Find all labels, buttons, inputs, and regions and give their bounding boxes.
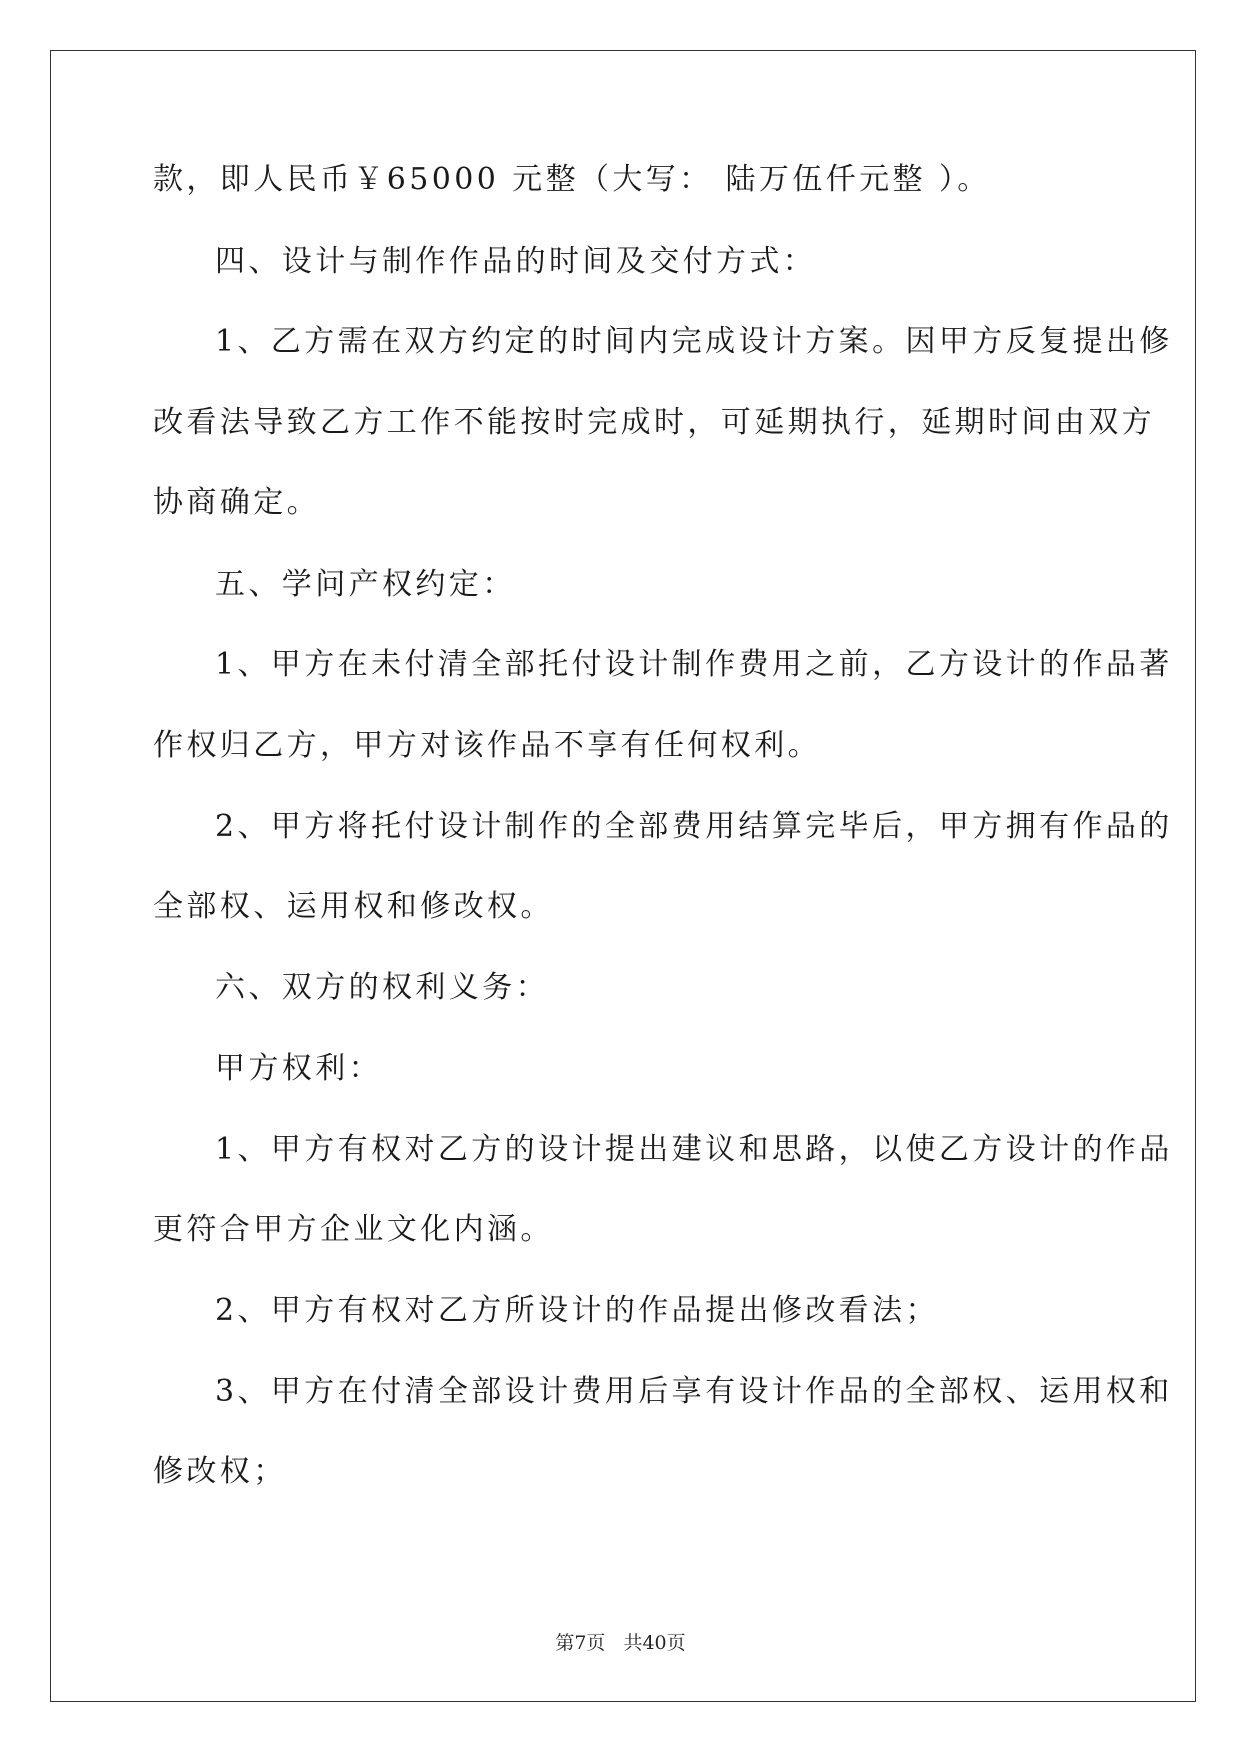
- text-line: 改看法导致乙方工作不能按时完成时，可延期执行，延期时间由双方: [153, 405, 1155, 440]
- text-line: 1、甲方有权对乙方的设计提出建议和思路，以使乙方设计的作品: [215, 1132, 1173, 1167]
- text-line: 3、甲方在付清全部设计费用后享有设计作品的全部权、运用权和: [215, 1374, 1173, 1409]
- page-number: 第7页: [555, 1632, 606, 1654]
- text-line: 更符合甲方企业文化内涵。: [153, 1212, 554, 1247]
- section-heading: 六、双方的权利义务：: [215, 970, 549, 1005]
- text-line: 2、甲方有权对乙方所设计的作品提出修改看法；: [215, 1293, 939, 1328]
- text-line: 款，即人民币￥65000 元整（大写： 陆万伍仟元整 ）。: [153, 162, 991, 197]
- page-total: 共40页: [623, 1632, 686, 1654]
- text-line: 作权归乙方，甲方对该作品不享有任何权利。: [153, 728, 821, 763]
- text-line: 1、甲方在未付清全部托付设计制作费用之前，乙方设计的作品著: [215, 647, 1173, 682]
- section-heading: 四、设计与制作作品的时间及交付方式：: [215, 244, 817, 279]
- text-line: 修改权；: [153, 1454, 287, 1489]
- text-line: 2、甲方将托付设计制作的全部费用结算完毕后，甲方拥有作品的: [215, 809, 1173, 844]
- section-heading: 五、学问产权约定：: [215, 567, 516, 602]
- subsection-heading: 甲方权利：: [215, 1051, 382, 1086]
- text-line: 协商确定。: [153, 485, 320, 520]
- page-footer: [0, 1628, 1241, 1655]
- text-line: 1、乙方需在双方约定的时间内完成设计方案。因甲方反复提出修: [215, 324, 1173, 359]
- text-line: 全部权、运用权和修改权。: [153, 889, 554, 924]
